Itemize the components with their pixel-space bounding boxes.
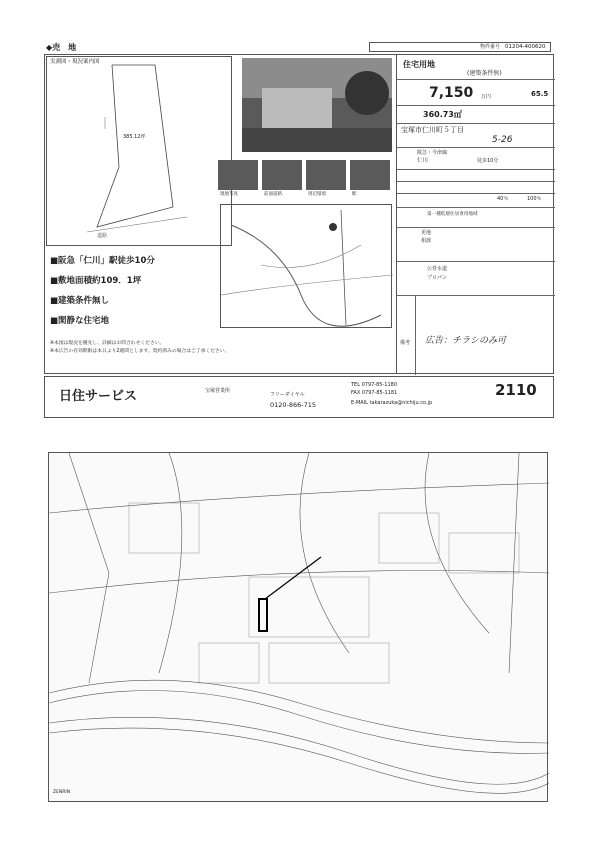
remark-handwritten: 広告：チラシのみ可 [425, 336, 507, 346]
handwritten-no: 5-26 [492, 135, 513, 145]
company-fax: FAX 0797-85-1181 [351, 390, 398, 396]
photo-2 [262, 160, 302, 190]
photo-caption: 周辺環境 [308, 192, 326, 197]
photo-4 [350, 160, 390, 190]
freedial: 0120-866-715 [270, 401, 317, 409]
company-footer [44, 376, 554, 418]
area: 360.73㎡ [423, 110, 462, 119]
plot-outline [47, 57, 233, 247]
photo-captions [218, 193, 394, 201]
zoning: 第一種低層住居専用地域 [427, 212, 478, 217]
ref-box [369, 42, 551, 52]
feature-item: ■建築条件無し [50, 296, 110, 306]
feature-item: ■閑静な住宅地 [50, 316, 110, 326]
company-tel: TEL 0797-85-1180 [351, 382, 398, 388]
company-branch: 宝塚営業所 [205, 388, 231, 394]
freedial-label: フリーダイヤル [270, 392, 305, 398]
company-name: 日住サービス [59, 389, 138, 404]
category: 住宅用地 [403, 60, 435, 69]
walk: 徒歩10分 [477, 158, 499, 164]
photo-caption: 前面道路 [264, 192, 282, 197]
zone-map [48, 452, 548, 802]
gas: プロパン [427, 275, 448, 281]
feature-item: ■阪急「仁川」駅徒歩10分 [50, 256, 155, 266]
photo-1 [218, 160, 258, 190]
status: 更地 [421, 230, 432, 236]
delivery: 相談 [421, 238, 432, 244]
footnote: ※本図は現況を優先し、詳細はお問合わせください。 [50, 341, 165, 346]
property-sheet [44, 40, 554, 418]
photo-caption: 駅 [352, 192, 357, 197]
location: 宝塚市仁川町５丁目 [401, 126, 464, 134]
remarks-label: 備考 [400, 340, 411, 346]
water: 公営水道 [427, 266, 448, 272]
map-footer: ZENRIN [53, 790, 71, 795]
spec-table [396, 54, 554, 374]
photo-3 [306, 160, 346, 190]
plot-label: 実測図・現況案内図 [50, 59, 100, 65]
station: 仁川 [417, 158, 429, 164]
station-line: 阪急・今津線 [417, 150, 448, 156]
tsubo-price: 65.5 [531, 90, 549, 98]
coverage: 40％ [497, 196, 509, 202]
feature-list [50, 254, 220, 326]
footnote: ※本広告の有効期限は本日より2週間とします。契約済みの場合はご了承ください。 [50, 349, 230, 354]
badge: 2110 [495, 381, 537, 399]
zone-map-svg [49, 453, 549, 803]
photo-caption: 現地写真 [220, 192, 238, 197]
plot-drawing [46, 56, 232, 246]
svg-text:道路: 道路 [97, 233, 108, 239]
far: 100％ [527, 196, 542, 202]
company-email: E-MAIL takarazuka@nichiju.co.jp [351, 400, 433, 406]
main-photo [242, 58, 392, 152]
condition: (建築条件無) [467, 70, 502, 77]
location-map [220, 204, 392, 328]
sheet-title: ◆売 地 [46, 43, 77, 52]
ref-label: 物件番号 [480, 44, 501, 50]
plot-area-label: 385.12坪 [123, 134, 146, 140]
price: 7,150 [429, 85, 474, 101]
price-unit: 万円 [481, 94, 492, 100]
ref-number: 01204-400620 [505, 44, 546, 50]
photo-row [218, 160, 394, 194]
feature-item: ■敷地面積約109．1坪 [50, 276, 142, 286]
